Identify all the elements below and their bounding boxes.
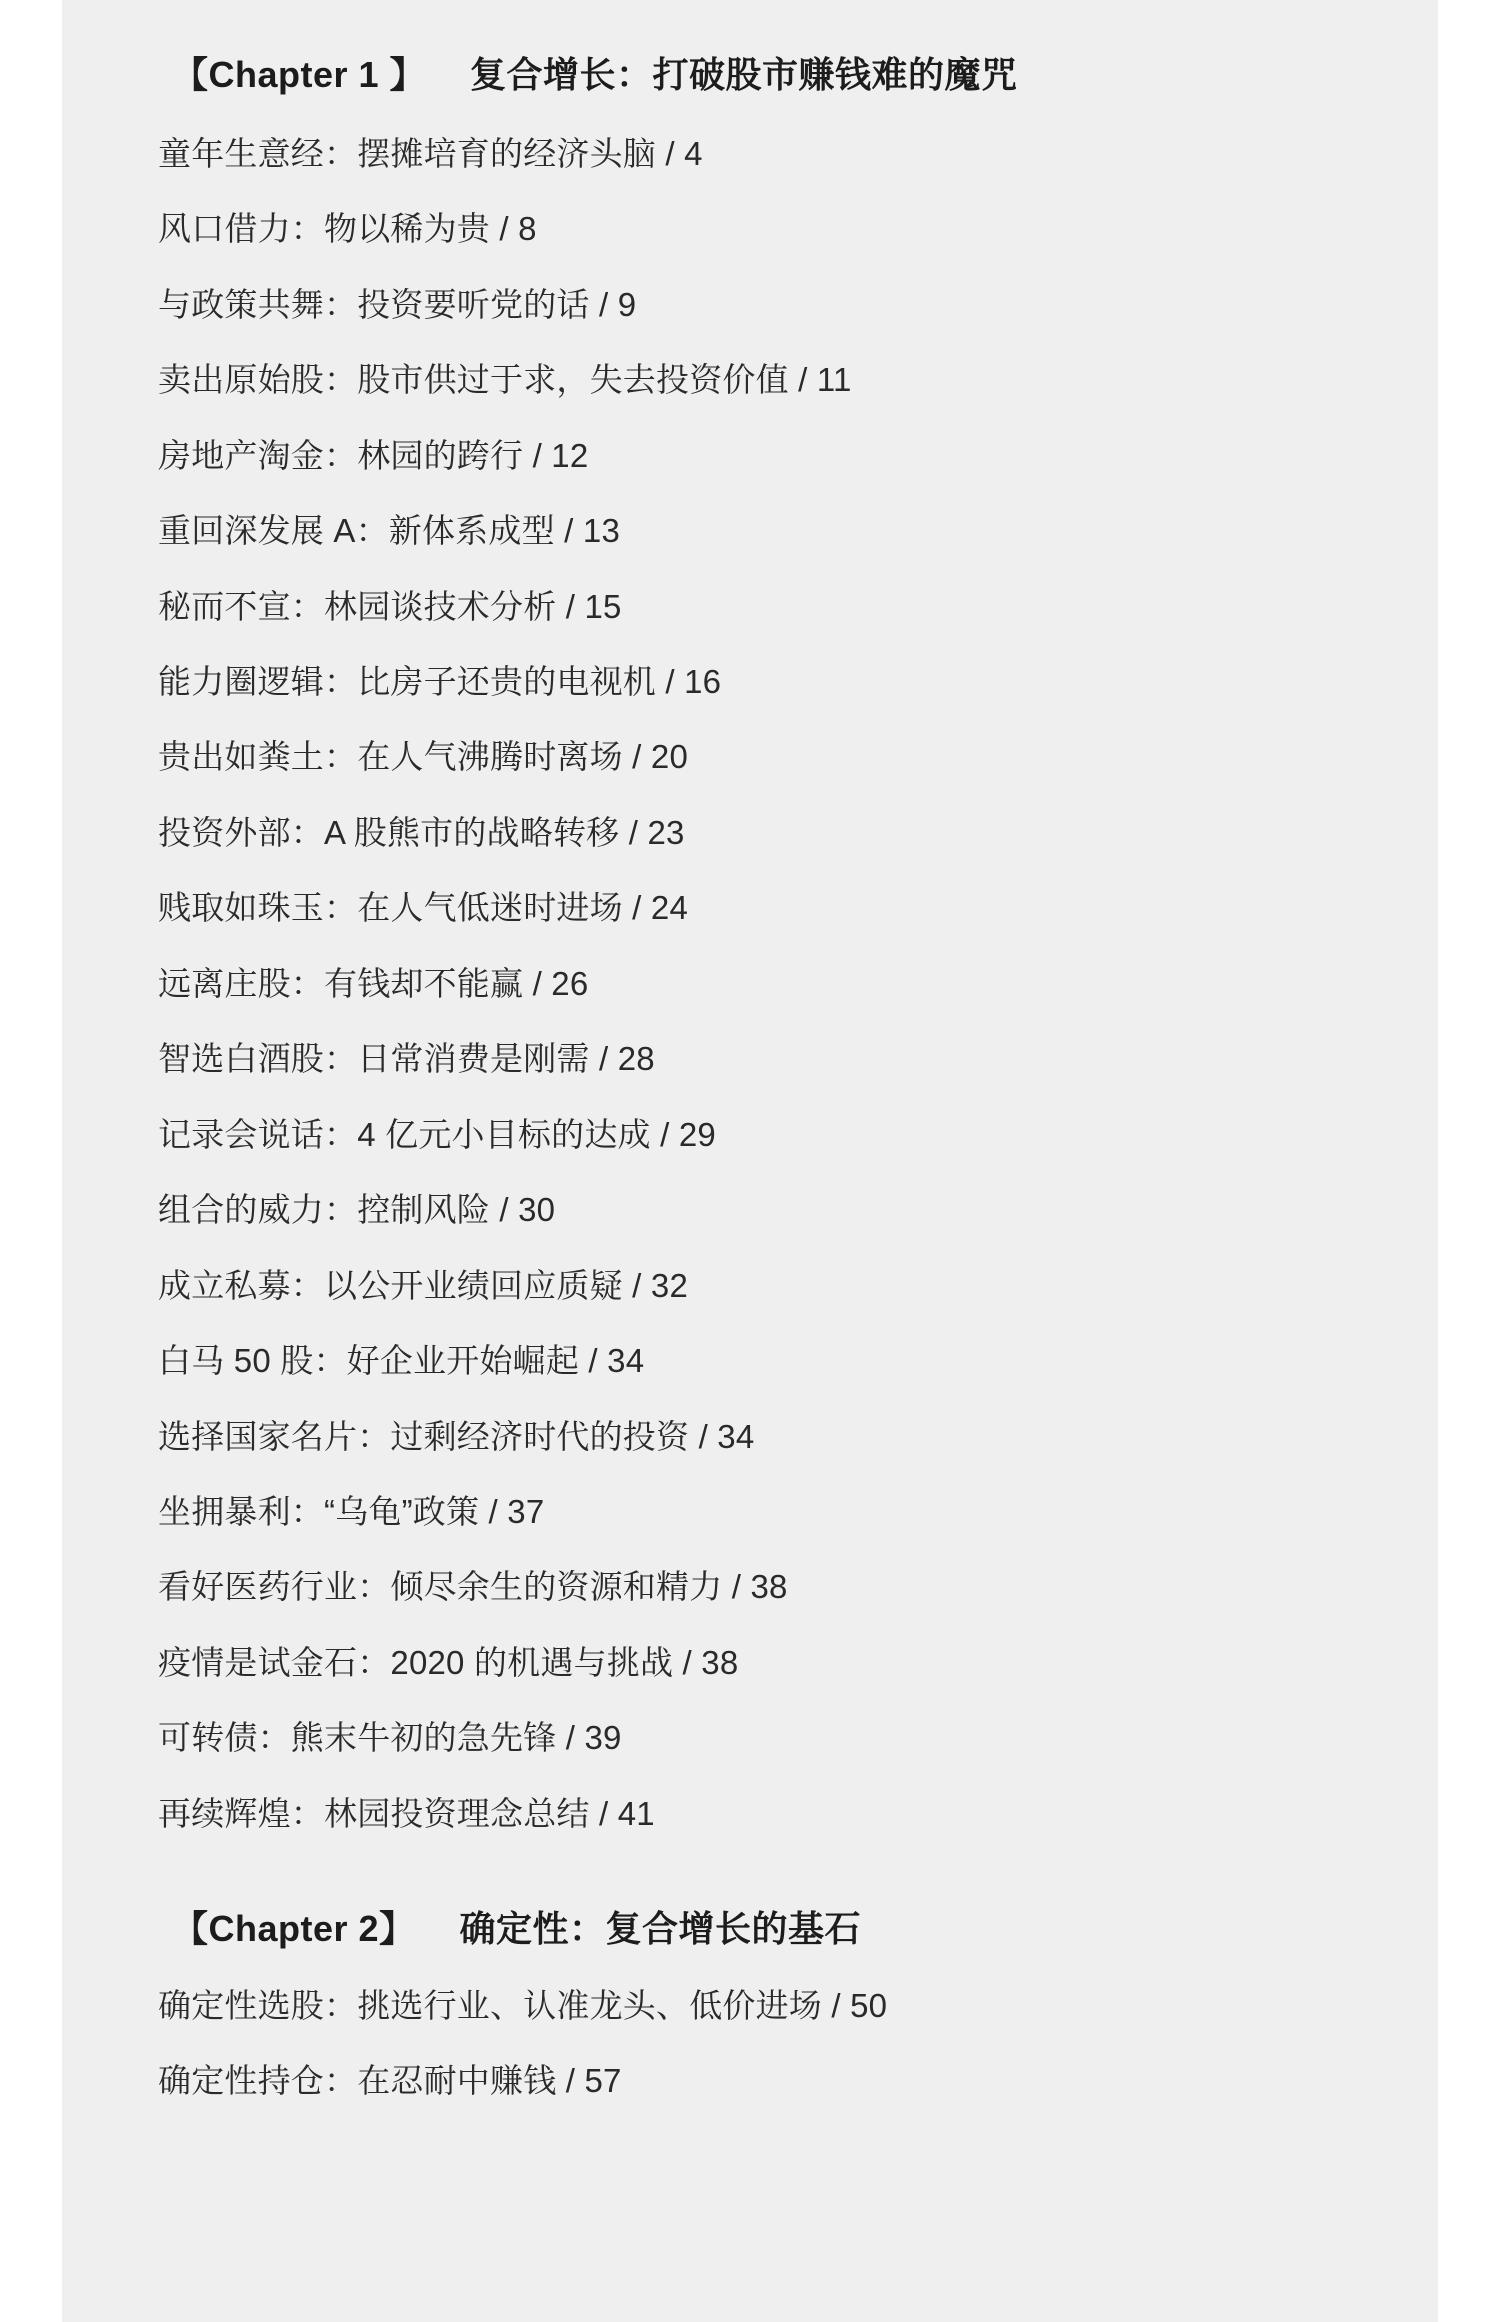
toc-entry[interactable]: 贱取如珠玉：在人气低迷时进场 / 24 — [158, 889, 689, 927]
toc-entry[interactable]: 坐拥暴利：“乌龟”政策 / 37 — [158, 1492, 545, 1530]
toc-entry[interactable]: 远离庄股：有钱却不能赢 / 26 — [158, 964, 589, 1002]
table-of-contents — [62, 52, 1438, 2108]
toc-entry[interactable]: 可转债：熊末牛初的急先锋 / 39 — [158, 1719, 622, 1757]
page-content — [62, 0, 1438, 2322]
toc-entry[interactable]: 再续辉煌：林园投资理念总结 / 41 — [158, 1794, 655, 1832]
toc-entry[interactable]: 组合的威力：控制风险 / 30 — [158, 1191, 556, 1229]
toc-entry[interactable]: 重回深发展 A：新体系成型 / 13 — [158, 512, 620, 550]
chapter-tag-1: 【Chapter 1 】 — [172, 54, 427, 95]
chapter-block-2 — [158, 1906, 1378, 2108]
toc-entry[interactable]: 贵出如粪土：在人气沸腾时离场 / 20 — [158, 738, 689, 776]
chapter-heading-1 — [172, 52, 1378, 99]
toc-entry[interactable]: 记录会说话：4 亿元小目标的达成 / 29 — [158, 1115, 716, 1153]
chapter-heading-2 — [172, 1906, 1378, 1953]
chapter-tag-2: 【Chapter 2】 — [172, 1908, 416, 1950]
right-margin — [1438, 0, 1500, 2322]
chapter-title-2: 确定性：复合增长的基石 — [459, 1908, 862, 1950]
toc-entry[interactable]: 卖出原始股：股市供过于求，失去投资价值 / 11 — [158, 361, 852, 399]
chapter-title-1: 复合增长：打破股市赚钱难的魔咒 — [470, 54, 1018, 95]
toc-entry[interactable]: 选择国家名片：过剩经济时代的投资 / 34 — [158, 1417, 755, 1455]
toc-entry[interactable]: 风口借力：物以稀为贵 / 8 — [158, 210, 537, 248]
toc-entry[interactable]: 智选白酒股：日常消费是刚需 / 28 — [158, 1040, 655, 1078]
toc-entry[interactable]: 看好医药行业：倾尽余生的资源和精力 / 38 — [158, 1568, 788, 1606]
toc-entry[interactable]: 成立私募：以公开业绩回应质疑 / 32 — [158, 1266, 689, 1304]
toc-entry[interactable]: 能力圈逻辑：比房子还贵的电视机 / 16 — [158, 662, 722, 700]
toc-entry[interactable]: 秘而不宣：林园谈技术分析 / 15 — [158, 587, 622, 625]
toc-entry[interactable]: 投资外部：A 股熊市的战略转移 / 23 — [158, 813, 685, 851]
toc-entry[interactable]: 与政策共舞：投资要听党的话 / 9 — [158, 285, 637, 323]
toc-entry[interactable]: 童年生意经：摆摊培育的经济头脑 / 4 — [158, 134, 703, 172]
toc-entry[interactable]: 疫情是试金石：2020 的机遇与挑战 / 38 — [158, 1643, 739, 1681]
toc-entry[interactable]: 房地产淘金：林园的跨行 / 12 — [158, 436, 589, 474]
chapter-block-1 — [158, 52, 1378, 1840]
toc-entry[interactable]: 确定性选股：挑选行业、认准龙头、低价进场 / 50 — [158, 1987, 888, 2025]
toc-entry[interactable]: 确定性持仓：在忍耐中赚钱 / 57 — [158, 2062, 622, 2100]
toc-entry[interactable]: 白马 50 股：好企业开始崛起 / 34 — [158, 1342, 645, 1380]
left-margin — [0, 0, 62, 2322]
